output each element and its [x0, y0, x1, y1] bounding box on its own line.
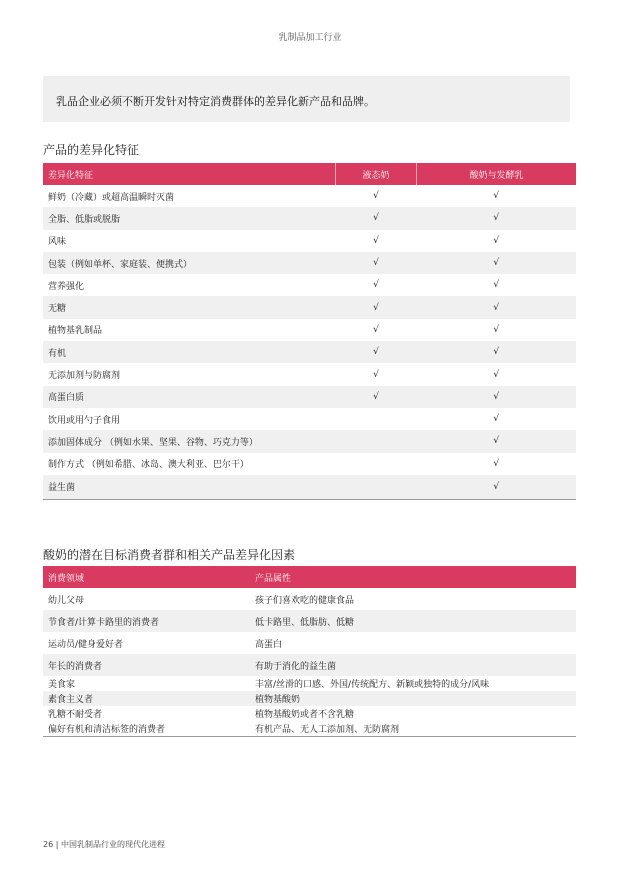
callout-text: 乳品企业必须不断开发针对特定消费群体的差异化新产品和品牌。	[56, 95, 375, 108]
table-row	[43, 185, 576, 207]
column-header: 产品属性	[250, 566, 576, 588]
page-footer	[43, 839, 165, 850]
attribute-cell: 有机产品、无人工添加剂、无防腐剂	[250, 721, 576, 737]
attribute-cell: 孩子们喜欢吃的健康食品	[255, 595, 355, 606]
table-row	[43, 453, 576, 475]
table-row	[43, 274, 576, 296]
footer-title: 中国乳制品行业的现代化进程	[60, 840, 165, 849]
table-row	[43, 363, 576, 385]
footer-separator: |	[55, 840, 59, 849]
attribute-cell: 高蛋白	[255, 639, 283, 650]
attribute-cell: 丰富/丝滑的口感、外国/传统配方、新颖或独特的成分/风味	[255, 680, 490, 690]
feature-cell: 制作方式 （例如希腊、冰岛、澳大利亚、巴尔干）	[48, 460, 249, 471]
feature-cell: 添加固体成分 （例如水果、坚果、谷物、巧克力等）	[43, 430, 336, 452]
feature-cell: 高蛋白质	[43, 386, 336, 408]
liquid-milk-check: √	[336, 386, 417, 408]
feature-cell: 包装（例如单杯、家庭装、便携式）	[43, 252, 336, 274]
table-row	[43, 691, 576, 706]
yogurt-check: √	[417, 341, 577, 363]
table-row	[43, 386, 576, 408]
yogurt-check: √	[417, 430, 577, 452]
table-row	[43, 475, 576, 500]
attribute-cell: 植物基酸奶	[250, 691, 576, 706]
table-header-row	[43, 566, 576, 588]
differentiation-table	[43, 163, 576, 500]
liquid-milk-check: √	[336, 296, 417, 318]
section2-title: 酸奶的潜在目标消费者群和相关产品差异化因素	[43, 548, 296, 562]
feature-cell: 有机	[43, 341, 336, 363]
table-row	[43, 610, 576, 632]
segment-cell: 美食家	[48, 680, 76, 690]
section1-title: 产品的差异化特征	[43, 143, 140, 157]
segment-cell: 乳糖不耐受者	[48, 710, 103, 720]
attribute-cell: 有助于消化的益生菌	[250, 654, 576, 676]
table-row	[43, 654, 576, 676]
page-number: 26	[43, 840, 54, 849]
segment-cell: 运动员/健身爱好者	[48, 639, 124, 650]
table-row	[43, 721, 576, 737]
yogurt-check: √	[493, 235, 500, 246]
yogurt-check: √	[493, 324, 500, 335]
segment-cell: 幼儿父母	[48, 595, 85, 606]
yogurt-check: √	[417, 296, 577, 318]
segment-cell: 偏好有机和清洁标签的消费者	[43, 721, 250, 737]
attribute-cell: 植物基酸奶或者不含乳糖	[255, 710, 355, 720]
yogurt-check: √	[493, 280, 500, 291]
table-row	[43, 706, 576, 721]
liquid-milk-check: √	[373, 280, 379, 291]
liquid-milk-check: √	[336, 341, 417, 363]
column-header: 消费领域	[43, 566, 250, 588]
liquid-milk-check: √	[373, 235, 379, 246]
feature-cell: 风味	[48, 237, 67, 248]
feature-cell: 无添加剂与防腐剂	[48, 371, 121, 382]
liquid-milk-check: √	[336, 207, 417, 229]
yogurt-check: √	[493, 191, 500, 202]
liquid-milk-check: √	[373, 324, 379, 335]
table-row	[43, 296, 576, 318]
feature-cell: 鲜奶（冷藏）或超高温瞬时灭菌	[48, 192, 175, 203]
segment-cell: 年长的消费者	[43, 654, 250, 676]
feature-cell: 饮用或用勺子食用	[48, 415, 121, 426]
table-row	[43, 252, 576, 274]
column-header: 液态奶	[336, 163, 417, 185]
segment-cell: 节食者/计算卡路里的消费者	[43, 610, 250, 632]
column-header: 差异化特征	[43, 163, 336, 185]
table-header-row	[43, 163, 576, 185]
callout-box	[43, 76, 570, 122]
attribute-cell: 低卡路里、低脂肪、低糖	[250, 610, 576, 632]
feature-cell: 益生菌	[43, 475, 336, 500]
liquid-milk-check	[336, 430, 417, 452]
feature-cell: 全脂、低脂或脱脂	[43, 207, 336, 229]
yogurt-check: √	[493, 414, 500, 425]
liquid-milk-check	[336, 408, 417, 430]
yogurt-check: √	[493, 458, 500, 469]
yogurt-check: √	[417, 475, 577, 500]
table-row	[43, 408, 576, 430]
liquid-milk-check	[336, 453, 417, 475]
liquid-milk-check: √	[336, 252, 417, 274]
table-row	[43, 230, 576, 252]
table-row	[43, 319, 576, 341]
liquid-milk-check	[336, 475, 417, 500]
yogurt-check: √	[417, 252, 577, 274]
consumer-segment-table	[43, 566, 576, 737]
page-header: 乳制品加工行业	[278, 33, 342, 43]
yogurt-check: √	[493, 369, 500, 380]
feature-cell: 无糖	[43, 296, 336, 318]
column-header: 酸奶与发酵乳	[417, 163, 577, 185]
table-row	[43, 341, 576, 363]
yogurt-check: √	[417, 207, 577, 229]
table-row	[43, 632, 576, 654]
table-row	[43, 676, 576, 691]
feature-cell: 植物基乳制品	[48, 326, 103, 337]
table-row	[43, 430, 576, 452]
liquid-milk-check: √	[373, 369, 379, 380]
segment-cell: 素食主义者	[43, 691, 250, 706]
table-row	[43, 207, 576, 229]
yogurt-check: √	[417, 386, 577, 408]
table-row	[43, 588, 576, 610]
liquid-milk-check: √	[373, 191, 379, 202]
feature-cell: 营养强化	[48, 281, 85, 292]
